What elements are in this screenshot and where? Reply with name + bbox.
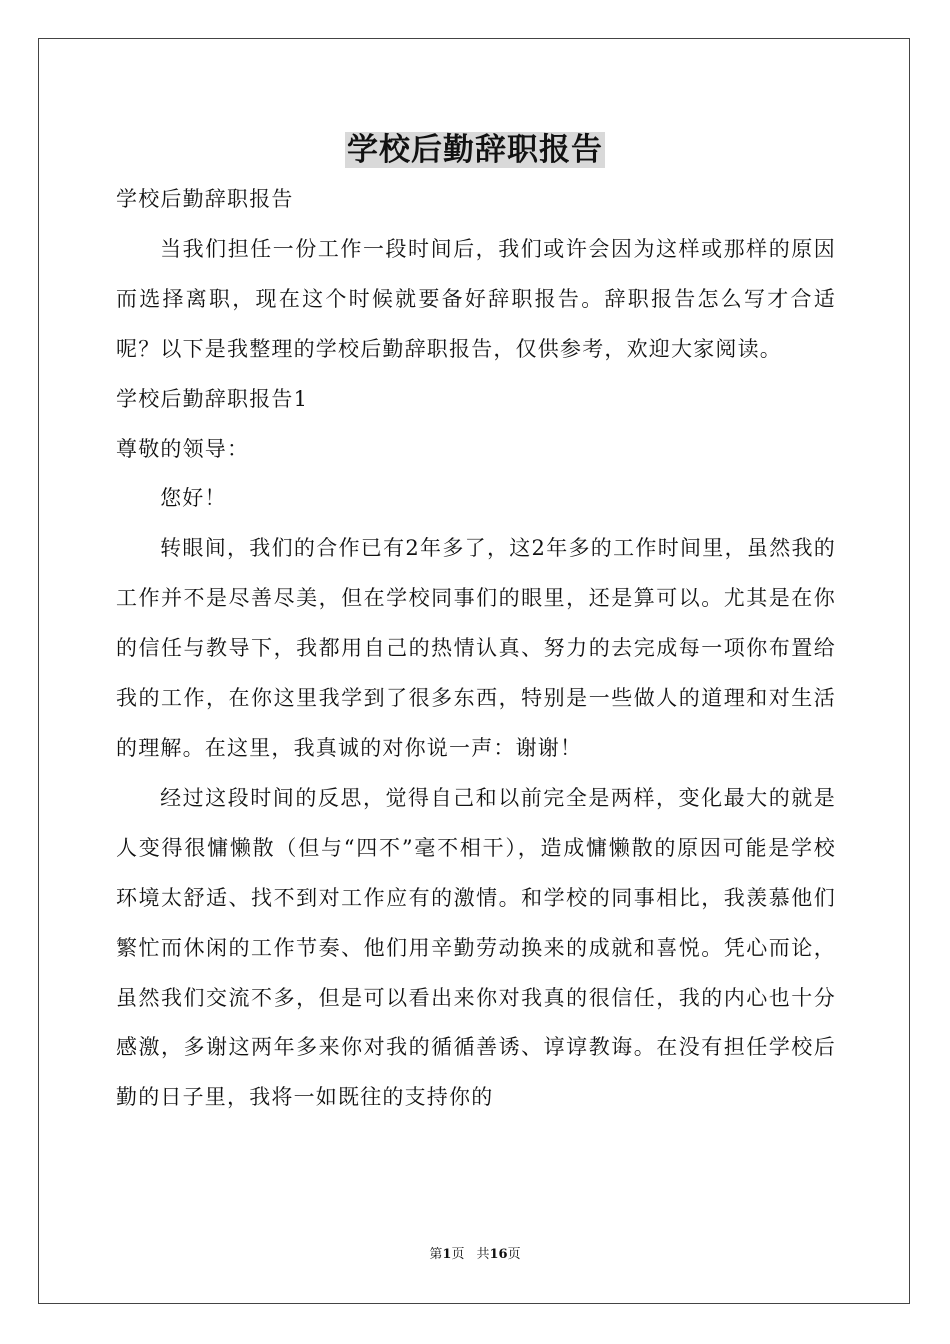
intro-paragraph: 当我们担任一份工作一段时间后，我们或许会因为这样或那样的原因而选择离职，现在这个时候就要备好辞职报告。辞职报告怎么写才合适呢？以下是我整理的学校后勤辞职报告，仅供参考，欢迎大家阅读。 [116, 236, 836, 361]
section-heading: 学校后勤辞职报告1 [116, 386, 309, 411]
total-prefix: 共 [476, 1247, 490, 1262]
page-footer [0, 1245, 950, 1265]
document-subtitle: 学校后勤辞职报告 [116, 187, 294, 211]
salutation: 尊敬的领导： [116, 436, 250, 461]
body-paragraph-2: 经过这段时间的反思，觉得自己和以前完全是两样，变化最大的就是人变得很慵懒散（但与“四不”毫不相干），造成慵懒散的原因可能是学校环境太舒适、找不到对工作应有的激情。和学校的同事相比，我羡慕他们繁忙而休闲的工作节奏、他们用辛勤劳动换来的成就和喜悦。凭心而论，虽然我们交流不多，但是可以看出来你对我真的很信任，我的内心也十分感激，多谢这两年多来你对我的循循善诱、谆谆教诲。在没有担任学校后勤的日子里，我将一如既往的支持你的 [116, 785, 836, 1110]
total-suffix: 页 [507, 1247, 521, 1262]
document-title [0, 128, 950, 172]
document-title-text: 学校后勤辞职报告 [347, 132, 603, 168]
total-pages: 16 [489, 1247, 508, 1262]
page-number: 1 [442, 1247, 452, 1262]
body-paragraph-1: 转眼间，我们的合作已有2年多了，这2年多的工作时间里，虽然我的工作并不是尽善尽美，但在学校同事们的眼里，还是算可以。尤其是在你的信任与教导下，我都用自己的热情认真、努力的去完成每一项你布置给我的工作，在你这里我学到了很多东西，特别是一些做人的道理和对生活的理解。在这里，我真诚的对你说一声：谢谢！ [116, 536, 836, 760]
greeting: 您好！ [160, 486, 227, 511]
document-body [116, 175, 836, 1123]
page-suffix: 页 [451, 1247, 465, 1262]
page-prefix: 第 [429, 1247, 443, 1262]
